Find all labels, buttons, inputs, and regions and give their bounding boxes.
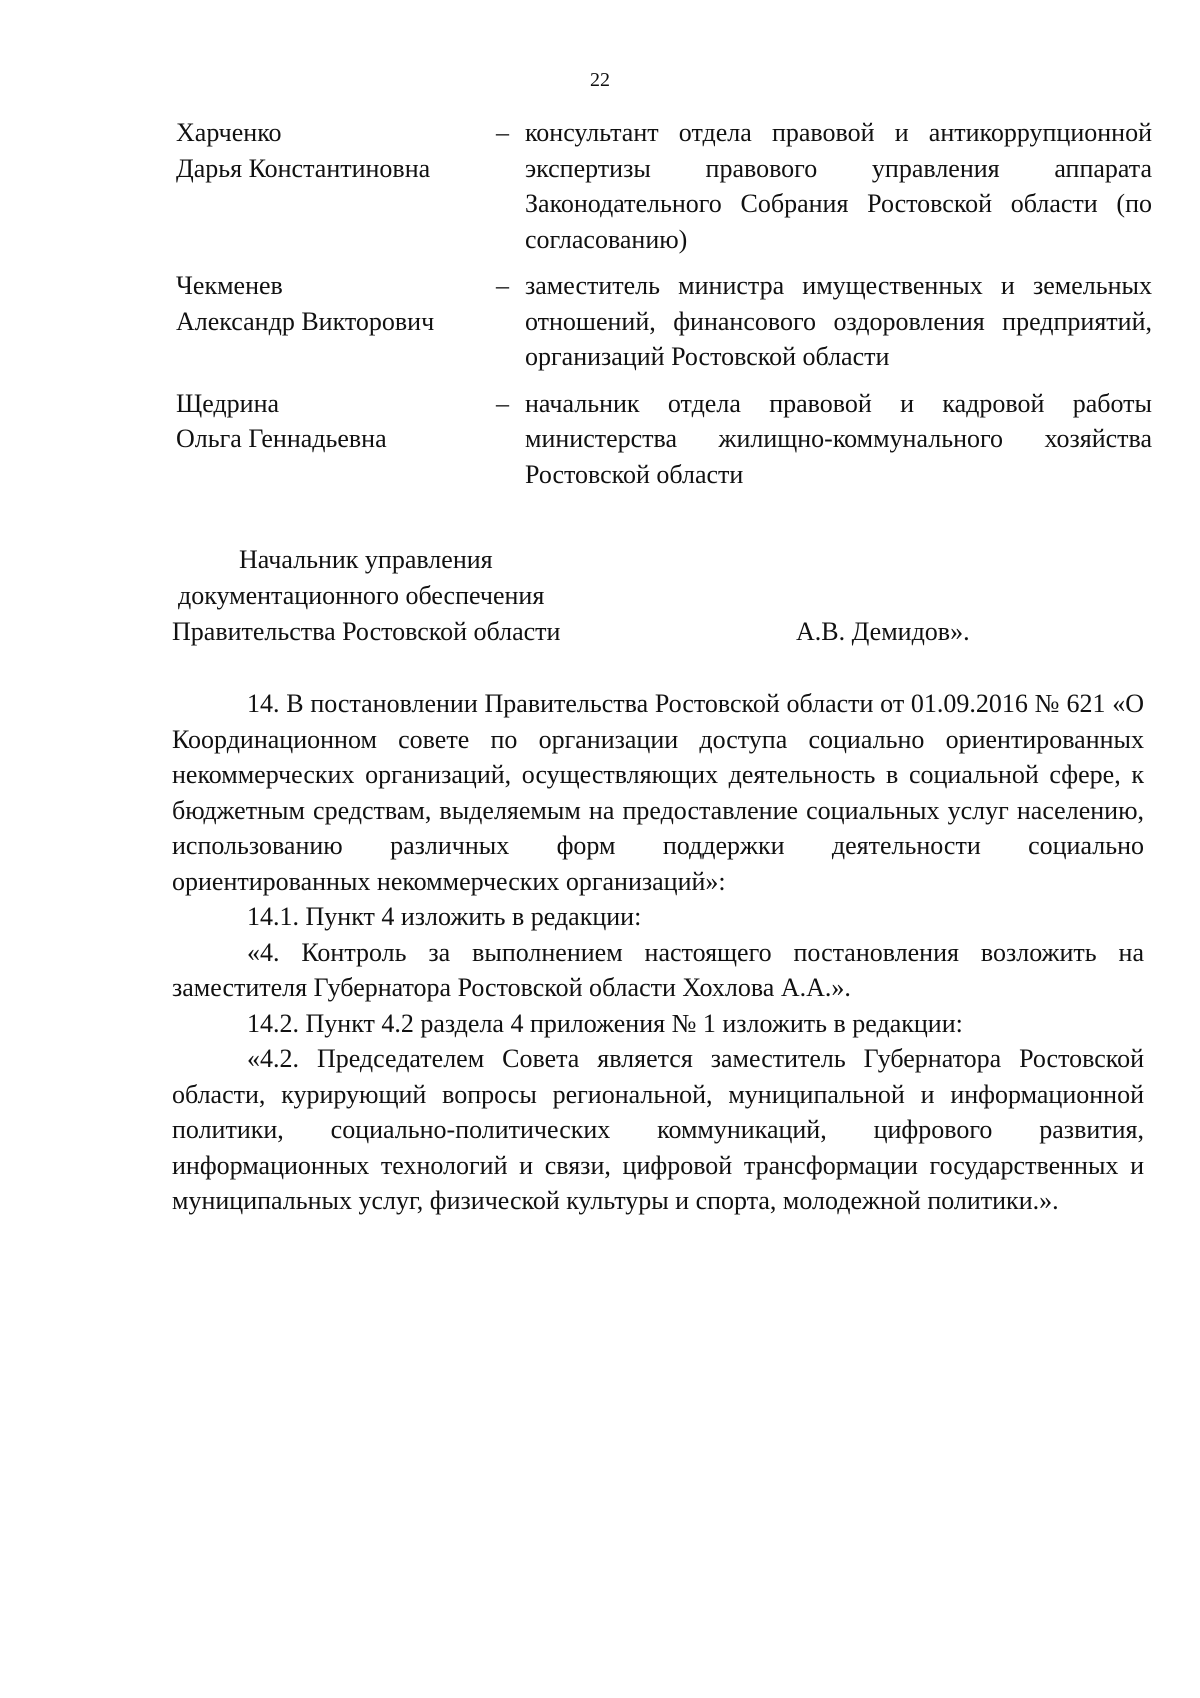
signatory-name: А.В. Демидов». xyxy=(796,617,970,646)
member-dash: – xyxy=(496,118,509,147)
member-surname: Харченко xyxy=(176,118,282,147)
document-body xyxy=(172,686,1144,1219)
member-dash: – xyxy=(496,271,509,300)
member-given-names: Дарья Константиновна xyxy=(176,153,431,183)
signatory-title-line: Начальник управления xyxy=(239,545,493,574)
paragraph: 14.2. Пункт 4.2 раздела 4 приложения № 1 изложить в редакции: xyxy=(247,1008,963,1038)
signatory-title-line: Правительства Ростовской области xyxy=(172,617,561,646)
member-surname: Чекменев xyxy=(176,271,283,300)
member-role: начальник отдела правовой и кадровой работы министерства жилищно-коммунального хозяйства Ростовской области xyxy=(525,388,1152,489)
member-surname: Щедрина xyxy=(176,388,280,418)
member-role: заместитель министра имущественных и земельных отношений, финансового оздоровления предприятий, организаций Ростовской области xyxy=(525,271,1152,371)
paragraph: 14.1. Пункт 4 изложить в редакции: xyxy=(247,902,642,931)
signature-block xyxy=(172,542,1072,652)
member-given-names: Александр Викторович xyxy=(176,306,435,336)
member-entry xyxy=(176,386,1152,493)
member-entry xyxy=(176,268,1152,375)
member-role: консультант отдела правовой и антикоррупционной экспертизы правового управления аппарата Законодательного Собрания Ростовской области (по согласованию) xyxy=(525,118,1152,254)
member-given-names: Ольга Геннадьевна xyxy=(176,424,387,453)
member-dash: – xyxy=(496,388,509,418)
member-name xyxy=(176,268,496,375)
member-name xyxy=(176,386,496,493)
signatory-title-line: документационного обеспечения xyxy=(178,581,545,610)
member-entry xyxy=(176,115,1152,257)
member-name xyxy=(176,115,496,257)
paragraph: «4.2. Председателем Совета является заместитель Губернатора Ростовской области, курирующий вопросы региональной, муниципальной и информационной политики, социально-политических коммуникаций, цифрового развития, информационных технологий и связи, цифровой трансформации государственных и муниципальных услуг, физической культуры и спорта, молодежной политики.». xyxy=(172,1044,1144,1215)
paragraph: 14. В постановлении Правительства Ростовской области от 01.09.2016 № 621 «О Координационном совете по организации доступа социально ориентированных некоммерческих организаций, осуществляющих деятельность в социальной сфере, к бюджетным средствам, выделяемым на предоставление социальных услуг населению, использованию различных форм поддержки деятельности социально ориентированных некоммерческих организаций»: xyxy=(172,689,1144,896)
member-list xyxy=(176,115,1152,503)
page-number: 22 xyxy=(590,69,610,91)
paragraph: «4. Контроль за выполнением настоящего постановления возложить на заместителя Губернатора Ростовской области Хохлова А.А.». xyxy=(172,937,1144,1002)
